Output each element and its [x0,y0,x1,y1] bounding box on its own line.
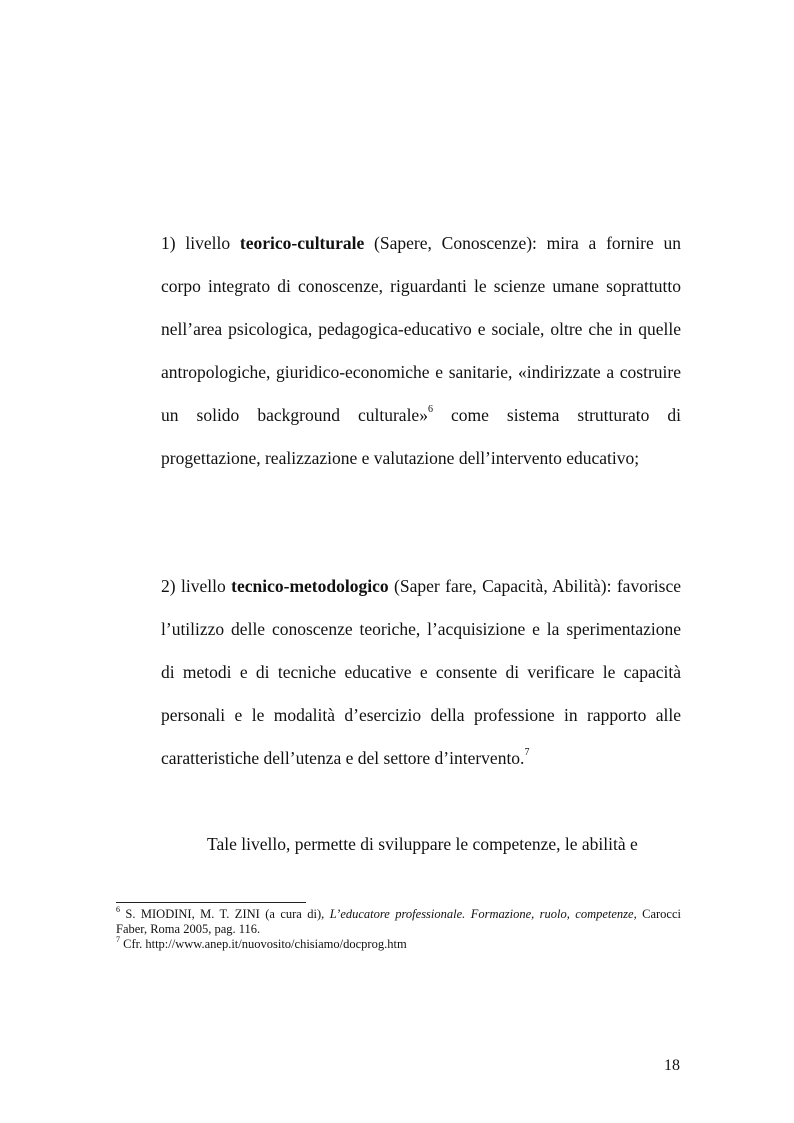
footnote-ref-7[interactable]: 7 [524,747,530,759]
footnote-6 [116,904,681,937]
para1-text-a: (Sapere, Conoscenze): mira a fornire un corpo integrato di conoscenze, riguardanti le scienze umane soprattutto nell’area psicologica, pedagogica-educativo e sociale, oltre che in quelle antropologiche, giuridico-economiche e sanitarie, «indirizzate a costruire un solido background culturale» [161,233,681,425]
page-number: 18 [664,1057,680,1074]
footnote-ref-6[interactable]: 6 [427,404,433,416]
footnotes [116,904,681,952]
paragraph-teorico-culturale [161,222,681,480]
para2-text-a: (Saper fare, Capacità, Abilità): favorisce l’utilizzo delle conoscenze teoriche, l’acquisizione e la sperimentazione di metodi e di tecniche educative e consente di verificare le capacità personali e le modalità d’esercizio della professione in rapporto alle caratteristiche dell’utenza e del settore d’intervento. [161,576,681,768]
paragraph-tecnico-metodologico [161,565,681,780]
footnote-6-text-after: Carocci Faber, Roma 2005, pag. 116. [116,907,681,936]
para1-bold-term: teorico-culturale [239,233,365,253]
paragraph-tale-livello: Tale livello, permette di sviluppare le competenze, le abilità e [207,834,638,854]
footnote-7-text[interactable]: Cfr. http://www.anep.it/nuovosito/chisiamo/docprog.htm [120,937,407,951]
footnote-7-number: 7 [116,934,120,944]
para1-prefix: 1) livello [161,233,240,253]
para2-bold-term: tecnico-metodologico [231,576,389,596]
footnote-separator [116,902,306,903]
footnote-6-title: L’educatore professionale. Formazione, ruolo, competenze, [329,907,637,921]
footnote-6-number: 6 [116,904,120,914]
footnote-6-text-before: S. MIODINI, M. T. ZINI (a cura di), [120,907,330,921]
para2-prefix: 2) livello [161,576,232,596]
para1-text-b: come sistema strutturato di progettazione, realizzazione e valutazione dell’intervento educativo; [161,405,681,468]
footnote-7 [116,934,681,952]
